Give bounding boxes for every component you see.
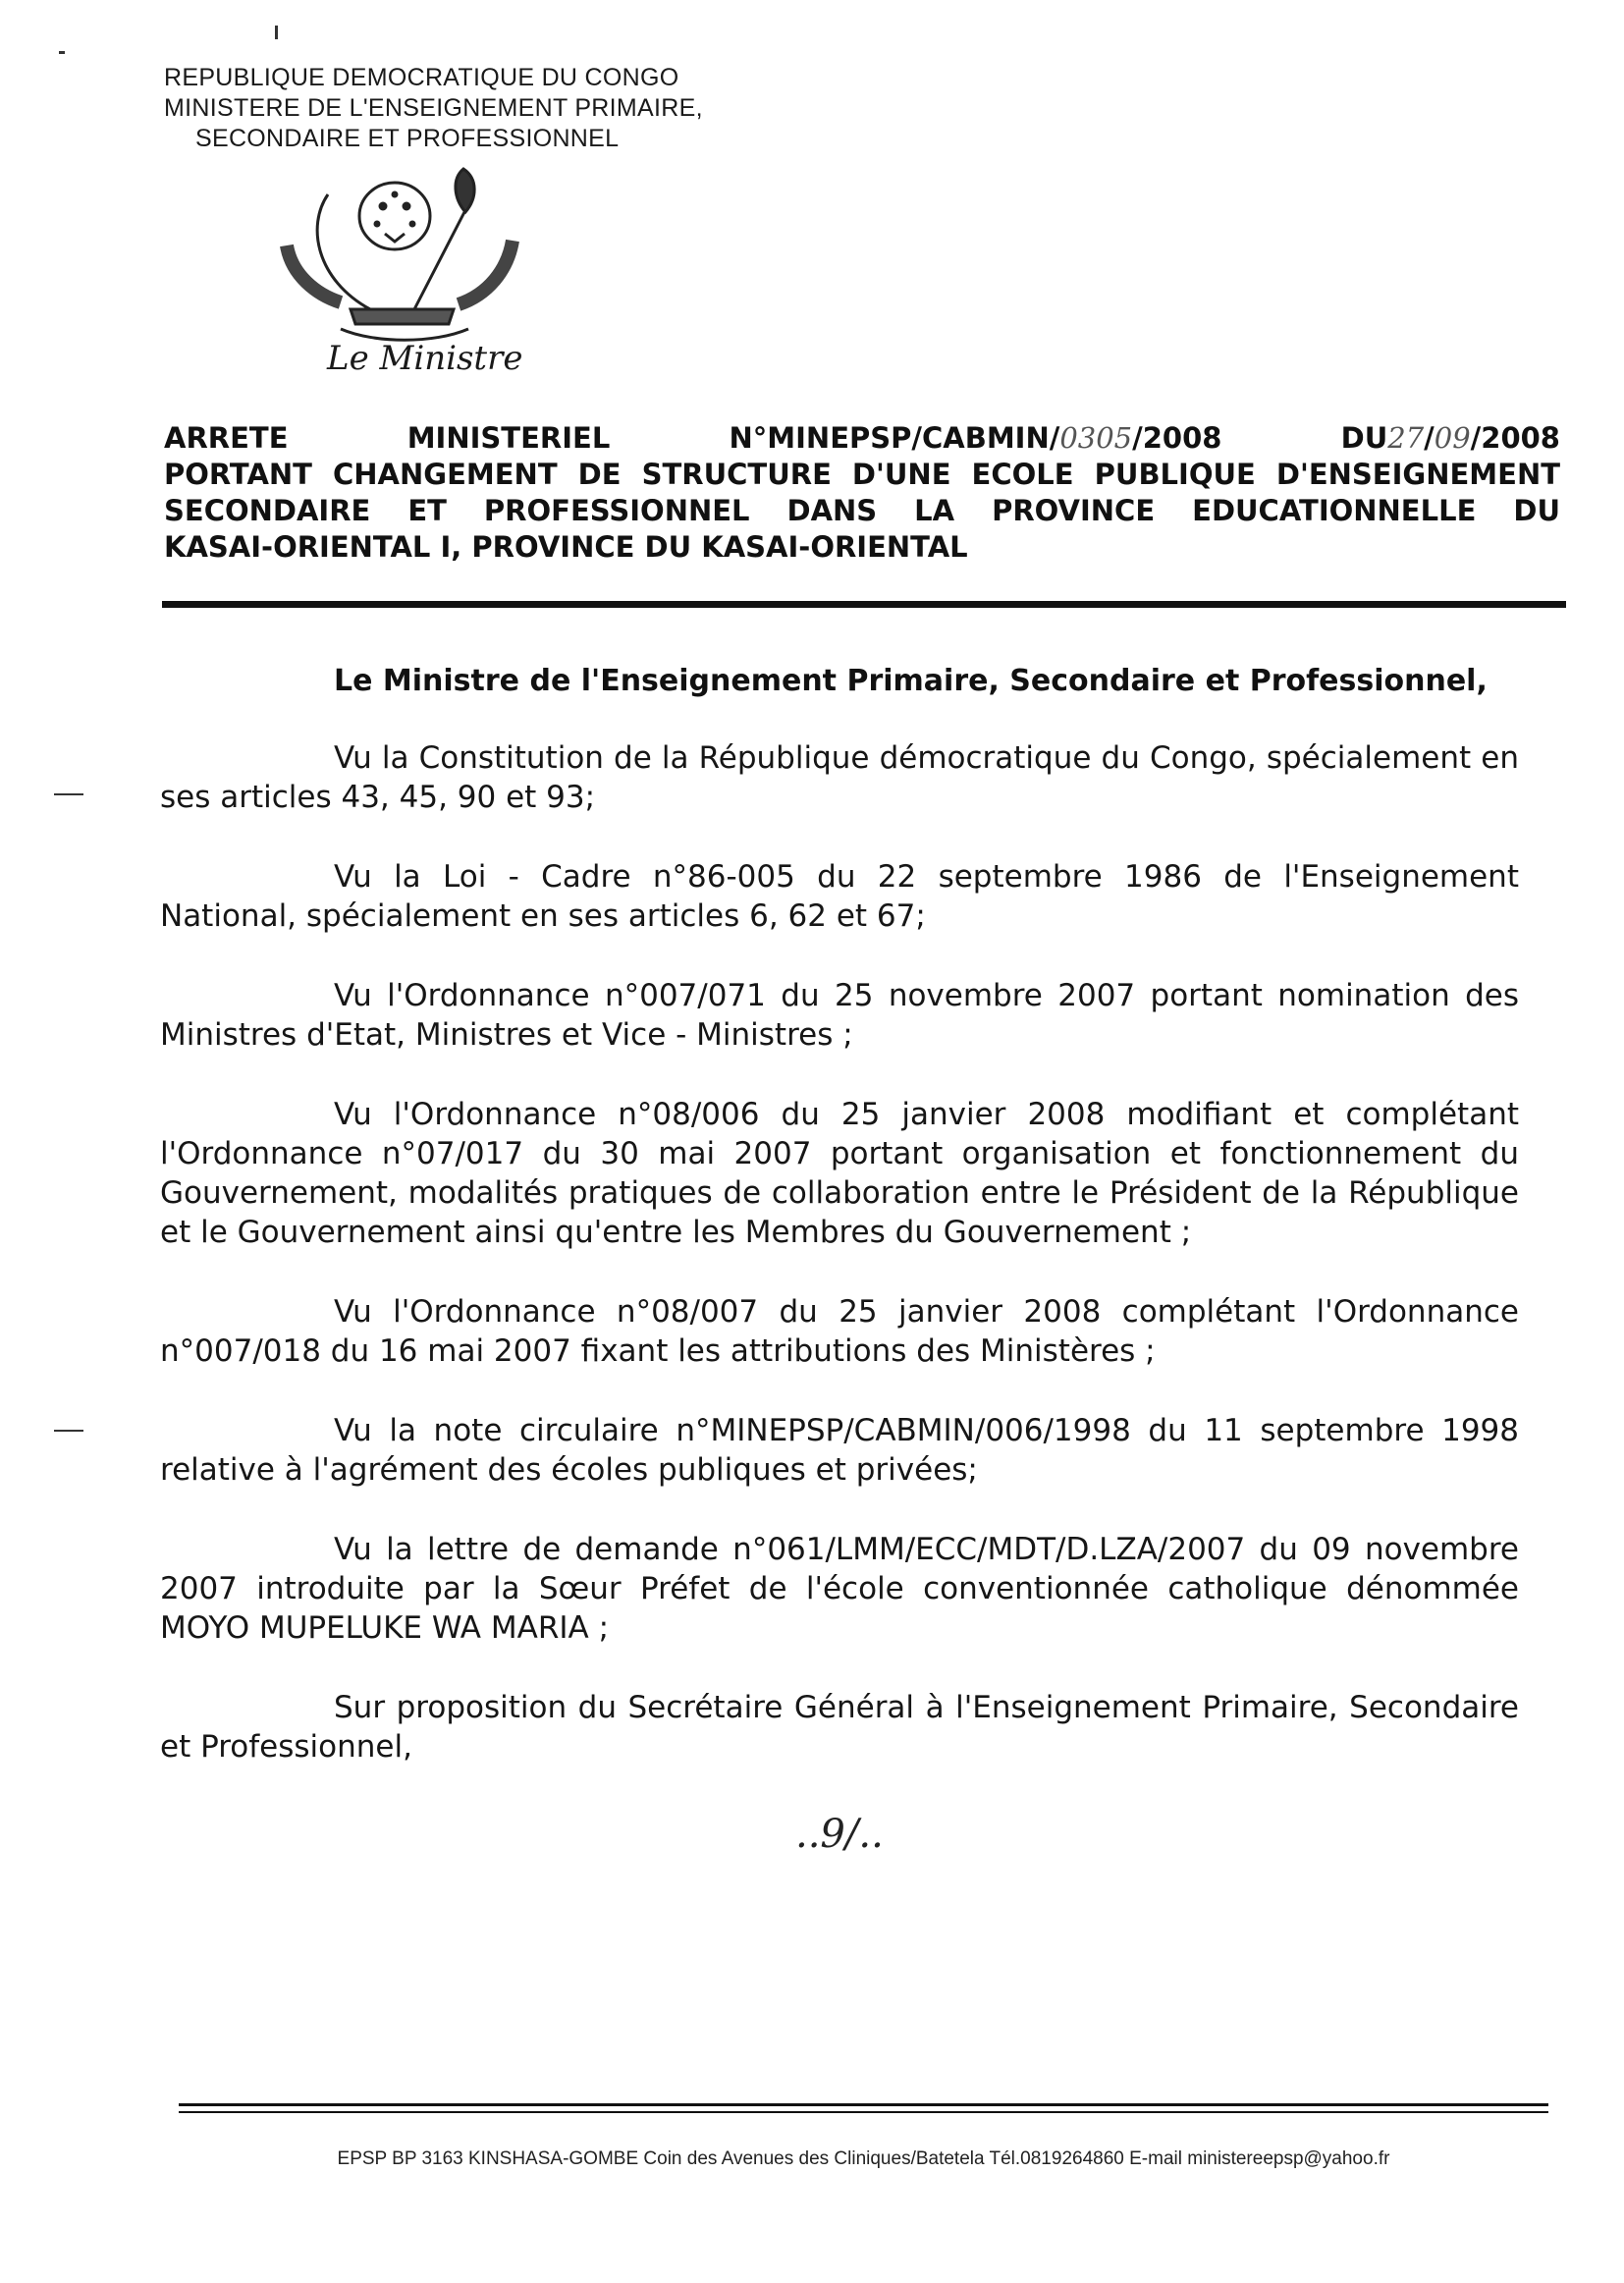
footer-rule <box>179 2103 1548 2106</box>
preamble-paragraph: Sur proposition du Secrétaire Général à l'Enseignement Primaire, Secondaire et Professionnel, <box>160 1690 1519 1765</box>
handwritten-decree-number: 0305 <box>1059 421 1133 455</box>
footer-address: EPSP BP 3163 KINSHASA-GOMBE Coin des Avenues des Cliniques/Batetela Tél.0819264860 E-mail ministereepsp@yahoo.fr <box>337 2148 1390 2169</box>
preamble-paragraph: Vu la Constitution de la République démocratique du Congo, spécialement en ses articles 43, 45, 90 et 93; <box>160 740 1519 815</box>
scan-mark <box>54 1430 83 1432</box>
letterhead <box>164 63 773 154</box>
letterhead-ministry: MINISTERE DE L'ENSEIGNEMENT PRIMAIRE, <box>164 94 703 122</box>
preamble-paragraph: Vu la note circulaire n°MINEPSP/CABMIN/006/1998 du 11 septembre 1998 relative à l'agrément des écoles publiques et privées; <box>160 1413 1519 1488</box>
title-word-ministeriel: MINISTERIEL <box>406 421 611 455</box>
minister-heading: Le Ministre de l'Enseignement Primaire, Secondaire et Professionnel, <box>334 664 1488 698</box>
title-word-arrete: ARRETE <box>164 421 289 455</box>
decree-title-line2: PORTANT CHANGEMENT DE STRUCTURE D'UNE ECOLE PUBLIQUE D'ENSEIGNEMENT <box>164 458 1560 491</box>
decree-reference: N°MINEPSP/CABMIN/0305/2008 <box>729 421 1222 455</box>
handwritten-date-month: 09 <box>1434 421 1471 455</box>
coat-of-arms-emblem <box>267 147 532 344</box>
decree-title-line3: SECONDAIRE ET PROFESSIONNEL DANS LA PROVINCE EDUCATIONNELLE DU <box>164 494 1560 527</box>
preamble-paragraph: Vu la lettre de demande n°061/LMM/ECC/MDT/D.LZA/2007 du 09 novembre 2007 introduite par la Sœur Préfet de l'école conventionnée catholique dénommée MOYO MUPELUKE WA MARIA ; <box>160 1532 1519 1646</box>
handwritten-date-day: 27 <box>1387 421 1425 455</box>
decree-title <box>164 420 1560 566</box>
scan-mark <box>54 793 83 795</box>
minister-signature-label: Le Ministre <box>327 339 523 378</box>
title-divider <box>162 601 1566 608</box>
scan-mark <box>59 51 65 54</box>
preamble-paragraph: Vu l'Ordonnance n°08/007 du 25 janvier 2008 complétant l'Ordonnance n°007/018 du 16 mai 2007 fixant les attributions des Ministères ; <box>160 1294 1519 1369</box>
preamble-paragraph: Vu l'Ordonnance n°007/071 du 25 novembre 2007 portant nomination des Ministres d'Etat, Ministres et Vice - Ministres ; <box>160 978 1519 1053</box>
decree-title-line1 <box>164 420 1560 457</box>
letterhead-country: REPUBLIQUE DEMOCRATIQUE DU CONGO <box>164 64 679 91</box>
decree-date: DU27/09/2008 <box>1340 421 1560 455</box>
footer-rule <box>179 2111 1548 2113</box>
scan-mark <box>275 26 278 39</box>
preamble-paragraph: Vu l'Ordonnance n°08/006 du 25 janvier 2008 modifiant et complétant l'Ordonnance n°07/017 du 30 mai 2007 portant organisation et fonctionnement du Gouvernement, modalités pratiques de collaboration entre le Président de la République et le Gouvernement ainsi qu'entre les Membres du Gouvernement ; <box>160 1097 1519 1250</box>
page-continuation-initials: ..9/.. <box>795 1812 884 1857</box>
decree-preamble <box>160 738 1519 1807</box>
decree-title-line4: KASAI-ORIENTAL I, PROVINCE DU KASAI-ORIENTAL <box>164 530 968 564</box>
preamble-paragraph: Vu la Loi - Cadre n°86-005 du 22 septembre 1986 de l'Enseignement National, spécialement en ses articles 6, 62 et 67; <box>160 859 1519 934</box>
letterhead-ministry-cont: SECONDAIRE ET PROFESSIONNEL <box>195 125 620 152</box>
